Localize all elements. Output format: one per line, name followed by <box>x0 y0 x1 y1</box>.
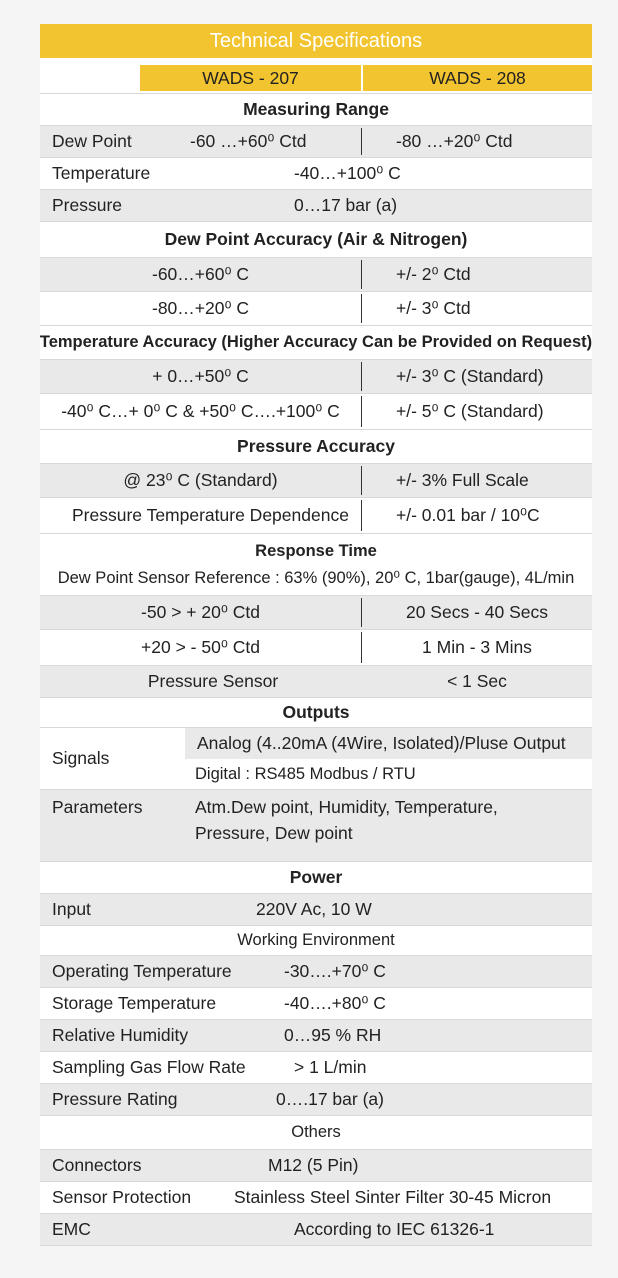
column-divider <box>361 396 362 427</box>
row-label: -50 > + 20⁰ Ctd <box>141 602 260 622</box>
model-207-label: WADS - 207 <box>202 67 299 88</box>
row-value: According to IEC 61326-1 <box>294 1219 495 1239</box>
row-label: @ 23⁰ C (Standard) <box>123 470 278 490</box>
row-value: -30….+70⁰ C <box>284 961 386 981</box>
row-label: Connectors <box>52 1155 142 1175</box>
row-emc <box>40 1214 592 1246</box>
row-pressure-rating <box>40 1084 592 1116</box>
row-label: Temperature <box>52 163 151 183</box>
row-response-3 <box>40 666 592 698</box>
column-divider <box>361 260 362 289</box>
row-dew-accuracy-2 <box>40 292 592 326</box>
row-value: 220V Ac, 10 W <box>256 899 372 919</box>
row-label: Sampling Gas Flow Rate <box>52 1057 246 1077</box>
row-label: Input <box>52 899 91 919</box>
row-value: M12 (5 Pin) <box>268 1155 359 1175</box>
model-208-header <box>363 65 592 91</box>
section-working-environment <box>40 926 592 956</box>
row-response-2 <box>40 630 592 666</box>
row-pressure-accuracy-1 <box>40 464 592 498</box>
spec-title-bar <box>40 24 592 58</box>
row-label: Sensor Protection <box>52 1187 192 1207</box>
row-dew-point-range <box>40 126 592 158</box>
row-value: +/- 3⁰ Ctd <box>396 298 471 318</box>
row-value: Stainless Steel Sinter Filter 30-45 Micron <box>234 1187 552 1207</box>
section-title: Others <box>291 1123 341 1141</box>
row-value: +/- 5⁰ C (Standard) <box>396 401 544 421</box>
row-value: +/- 0.01 bar / 10⁰C <box>396 505 540 525</box>
section-title: Outputs <box>282 702 350 722</box>
row-relative-humidity <box>40 1020 592 1052</box>
row-storage-temperature <box>40 988 592 1020</box>
model-208-label: WADS - 208 <box>429 67 526 88</box>
model-207-header <box>140 65 361 91</box>
section-title: Measuring Range <box>243 99 389 119</box>
row-value: 0…95 % RH <box>284 1025 382 1045</box>
value-207: -60 …+60⁰ Ctd <box>190 131 307 151</box>
row-label: +20 > - 50⁰ Ctd <box>141 637 260 657</box>
section-title: Working Environment <box>237 931 395 949</box>
signals-analog: Analog (4..20mA (4Wire, Isolated)/Pluse Output <box>185 728 592 759</box>
response-reference-note: Dew Point Sensor Reference : 63% (90%), 20⁰ C, 1bar(gauge), 4L/min <box>57 569 575 587</box>
row-connectors <box>40 1150 592 1182</box>
section-outputs <box>40 698 592 728</box>
section-power <box>40 862 592 894</box>
row-value: 0…17 bar (a) <box>294 195 398 215</box>
section-temperature-accuracy <box>40 326 592 360</box>
column-divider <box>361 500 362 531</box>
row-value: < 1 Sec <box>447 671 507 691</box>
section-measuring-range <box>40 94 592 126</box>
row-value: +/- 3% Full Scale <box>396 470 529 490</box>
row-label: -60…+60⁰ C <box>152 264 249 284</box>
row-input <box>40 894 592 926</box>
row-label: Pressure Temperature Dependence <box>72 505 349 525</box>
row-operating-temperature <box>40 956 592 988</box>
row-parameters <box>40 790 592 862</box>
column-divider <box>361 466 362 495</box>
section-dew-point-accuracy <box>40 222 592 258</box>
value-208: -80 …+20⁰ Ctd <box>396 131 513 151</box>
column-divider <box>361 294 362 323</box>
section-title: Temperature Accuracy (Higher Accuracy Can be Provided on Request) <box>39 333 593 351</box>
section-pressure-accuracy <box>40 430 592 464</box>
row-signals <box>40 728 592 790</box>
row-label: Pressure Sensor <box>147 671 279 691</box>
row-label: EMC <box>52 1219 91 1239</box>
section-title: Pressure Accuracy <box>237 436 395 456</box>
row-value: 1 Min - 3 Mins <box>422 637 532 657</box>
row-temperature-range <box>40 158 592 190</box>
row-label: Parameters <box>52 796 143 817</box>
row-value: +/- 2⁰ Ctd <box>396 264 471 284</box>
row-pressure-accuracy-2 <box>40 498 592 534</box>
spec-sheet <box>40 24 592 1246</box>
section-response-time <box>40 534 592 596</box>
row-sampling-gas-flow <box>40 1052 592 1084</box>
row-label: Relative Humidity <box>52 1025 189 1045</box>
section-others <box>40 1116 592 1150</box>
row-dew-accuracy-1 <box>40 258 592 292</box>
row-pressure-range <box>40 190 592 222</box>
row-label: Dew Point <box>52 131 132 151</box>
row-label: -40⁰ C…+ 0⁰ C & +50⁰ C….+100⁰ C <box>61 401 340 421</box>
row-temp-accuracy-2 <box>40 394 592 430</box>
row-label: Pressure <box>52 195 123 215</box>
column-divider <box>361 128 362 155</box>
column-divider <box>361 362 362 391</box>
row-response-1 <box>40 596 592 630</box>
row-sensor-protection <box>40 1182 592 1214</box>
section-title: Dew Point Accuracy (Air & Nitrogen) <box>164 229 468 249</box>
row-label: -80…+20⁰ C <box>152 298 249 318</box>
spec-title: Technical Specifications <box>209 29 423 52</box>
row-value: +/- 3⁰ C (Standard) <box>396 366 544 386</box>
row-value: -40….+80⁰ C <box>284 993 386 1013</box>
model-header-row <box>40 58 592 94</box>
row-value: > 1 L/min <box>294 1057 367 1077</box>
row-value: 0….17 bar (a) <box>276 1089 384 1109</box>
row-value: 20 Secs - 40 Secs <box>405 602 549 622</box>
row-label: Operating Temperature <box>52 961 232 981</box>
params-line-1: Atm.Dew point, Humidity, Temperature, <box>195 796 498 817</box>
row-temp-accuracy-1 <box>40 360 592 394</box>
section-title: Response Time <box>255 541 377 560</box>
section-title: Power <box>289 867 343 887</box>
params-line-2: Pressure, Dew point <box>195 822 353 843</box>
row-label: + 0…+50⁰ C <box>152 366 249 386</box>
row-label: Pressure Rating <box>52 1089 178 1109</box>
row-label: Signals <box>52 748 110 768</box>
signals-digital: Digital : RS485 Modbus / RTU <box>195 764 416 783</box>
row-label: Storage Temperature <box>52 993 217 1013</box>
row-value: -40…+100⁰ C <box>294 163 401 183</box>
